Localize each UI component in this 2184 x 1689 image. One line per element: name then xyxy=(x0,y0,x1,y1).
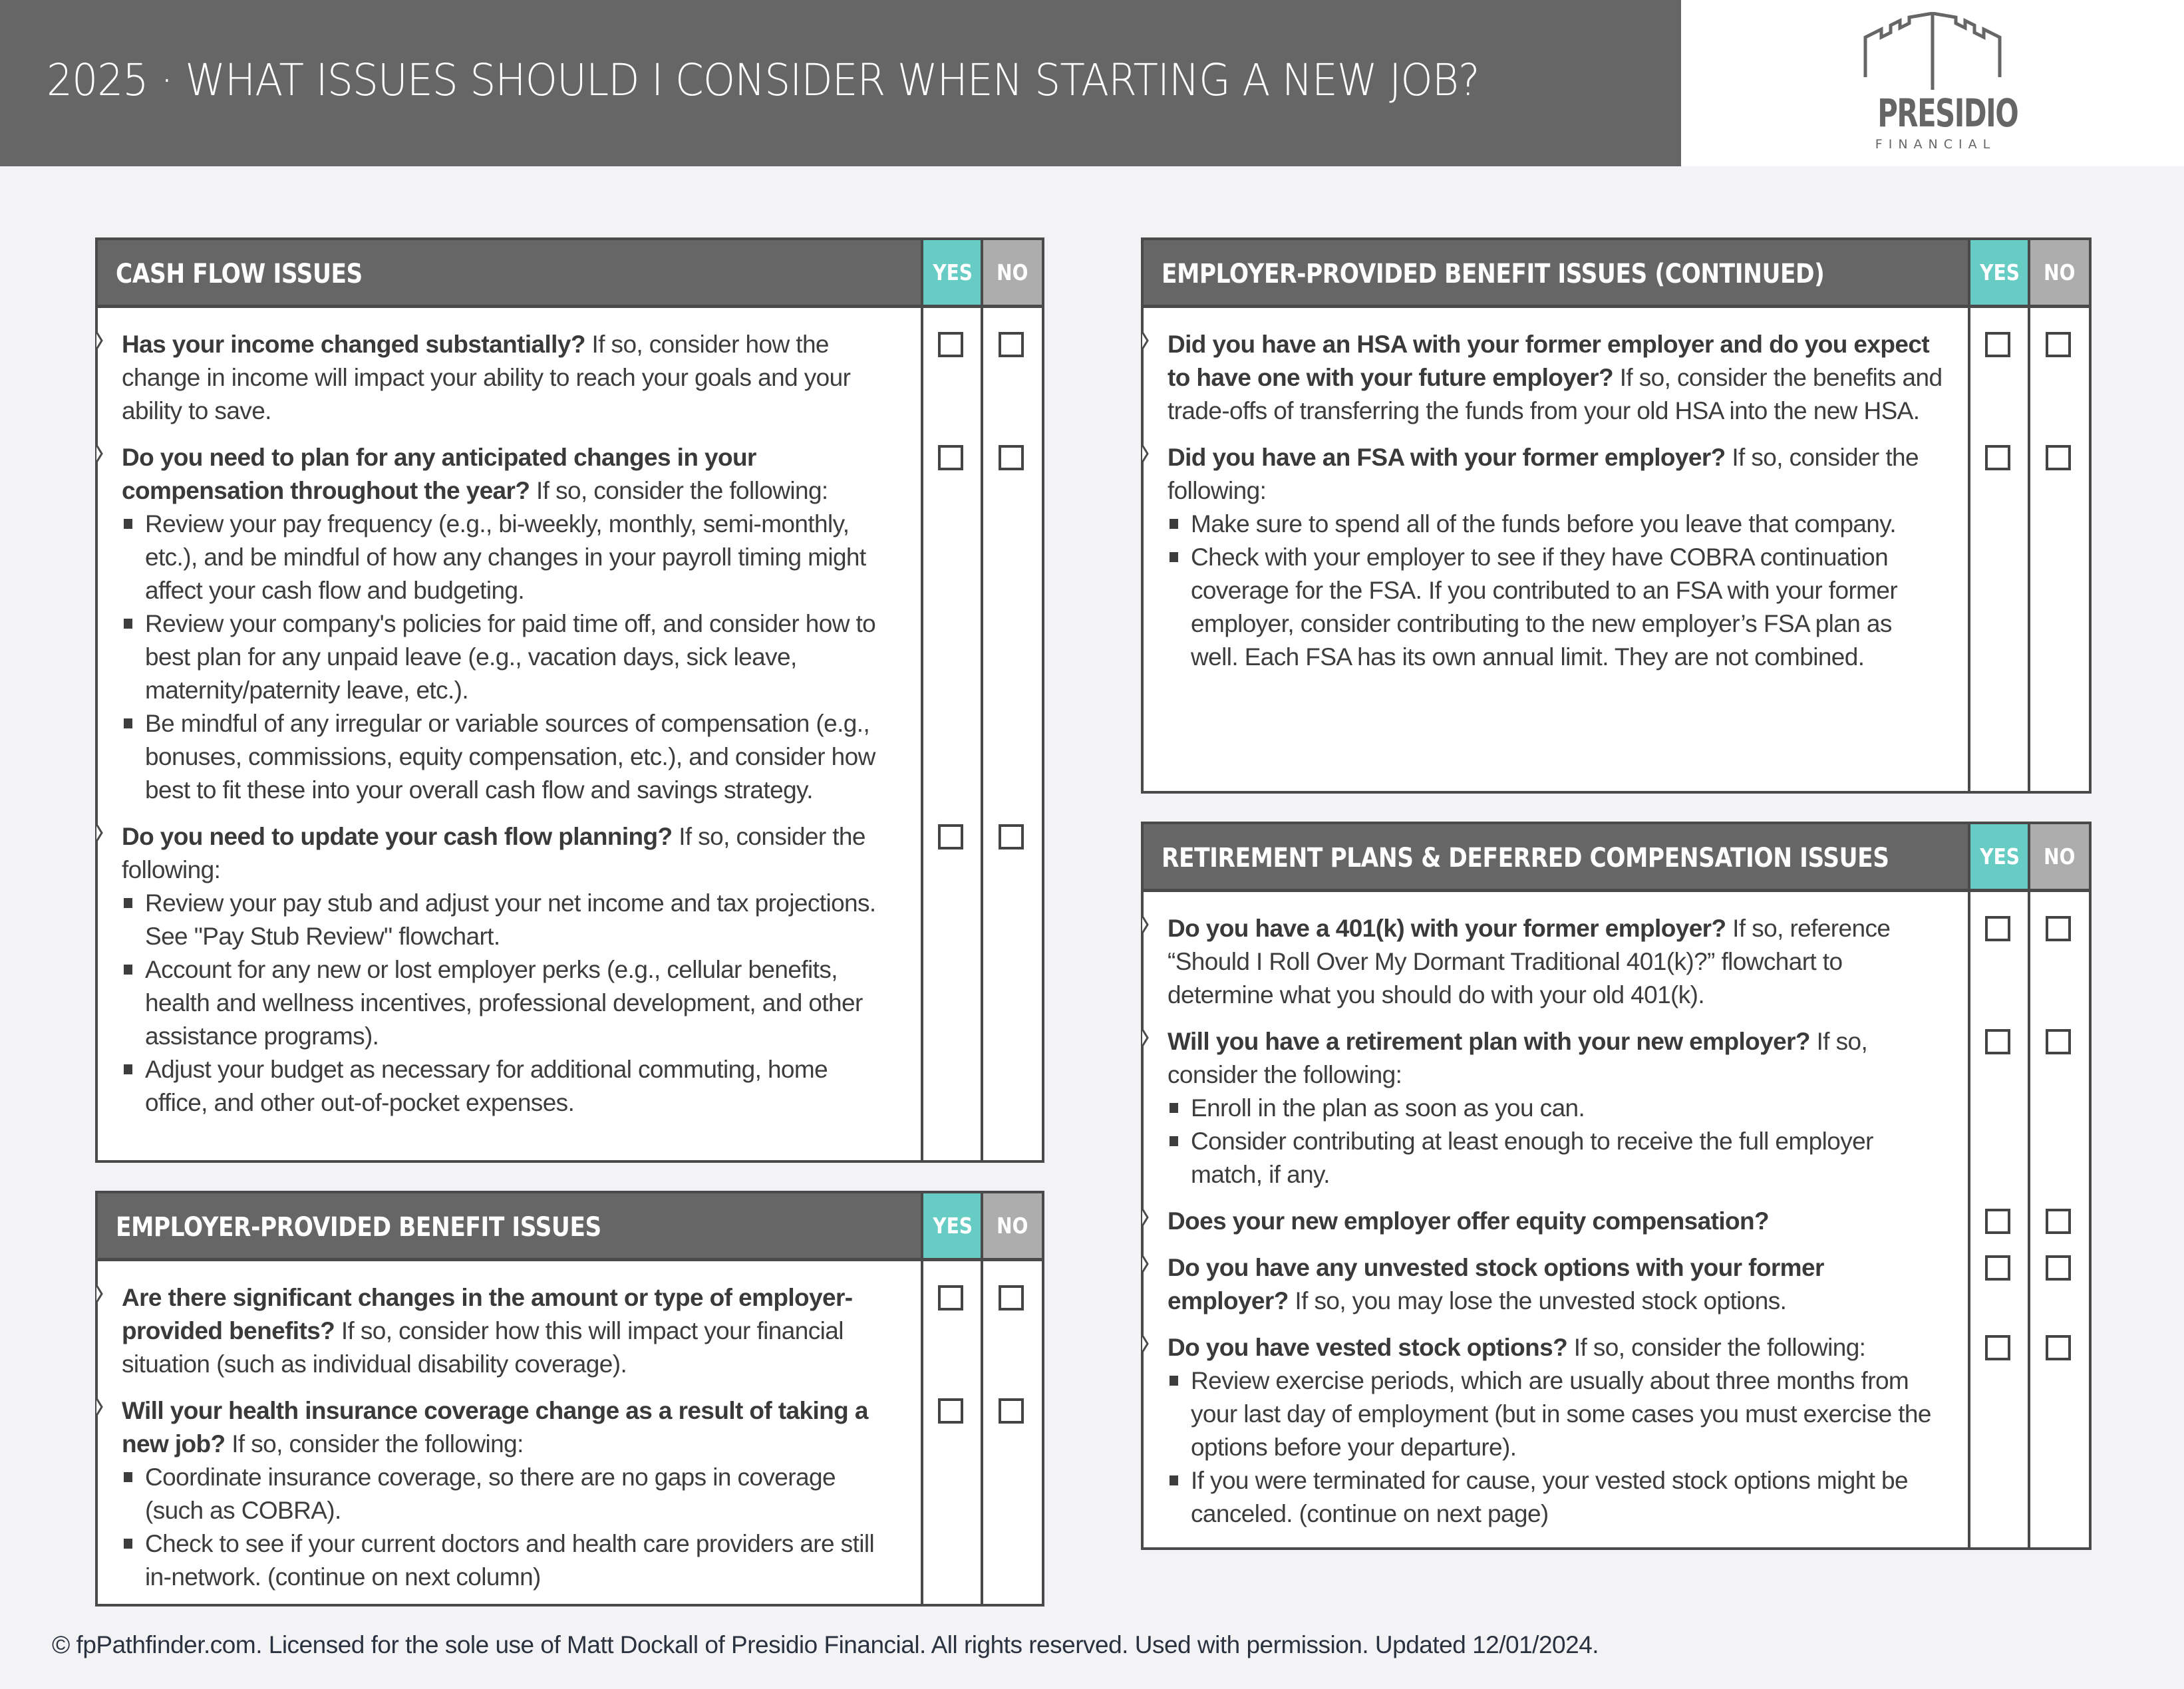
no-header xyxy=(2028,824,2089,889)
question-marker-icon xyxy=(1140,1255,1149,1273)
yes-checkbox[interactable] xyxy=(938,824,963,849)
section-cash-flow xyxy=(95,237,1044,1163)
question-title: Do you have a 401(k) with your former employer? xyxy=(1168,915,1726,942)
question-marker-icon xyxy=(1140,1029,1149,1046)
yes-checkbox[interactable] xyxy=(1985,1029,2010,1054)
question-item xyxy=(98,328,1042,428)
yes-checkbox[interactable] xyxy=(1985,332,2010,357)
bullet-item: Make sure to spend all of the funds before you leave that company. xyxy=(1168,508,1943,541)
no-checkbox[interactable] xyxy=(999,824,1024,849)
question-item xyxy=(98,1394,1042,1594)
yes-label: YES xyxy=(933,1213,973,1239)
question-item xyxy=(1144,328,2089,428)
question-title: Did you have an FSA with your former employer? xyxy=(1168,444,1726,471)
yes-header xyxy=(1968,824,2029,889)
bullet-item: Consider contributing at least enough to receive the full employer match, if any. xyxy=(1168,1125,1943,1191)
yes-checkbox[interactable] xyxy=(938,332,963,357)
no-checkbox[interactable] xyxy=(2046,1335,2071,1360)
question-title: Will you have a retirement plan with your new employer? xyxy=(1168,1028,1810,1055)
question-title: Do you need to plan for any anticipated changes in your compensation throughout the year? xyxy=(122,444,756,504)
question-marker-icon xyxy=(94,824,103,842)
question-detail: If so, consider the following: xyxy=(1168,444,1919,504)
question-title: Does your new employer offer equity compensation? xyxy=(1168,1207,1770,1235)
yes-header xyxy=(921,1193,982,1258)
yes-checkbox[interactable] xyxy=(1985,916,2010,941)
question-title: Do you have any unvested stock options with your former employer? xyxy=(1168,1254,1824,1314)
question-detail: If so, you may lose the unvested stock options. xyxy=(1288,1287,1787,1314)
section-heading: EMPLOYER-PROVIDED BENEFIT ISSUES xyxy=(116,1212,601,1243)
yes-label: YES xyxy=(933,259,973,285)
question-detail: If so, consider the following: xyxy=(1567,1334,1866,1361)
yes-checkbox[interactable] xyxy=(938,1398,963,1424)
bullet-item: Check to see if your current doctors and health care providers are still in-network. (continue on next column) xyxy=(122,1527,895,1594)
question-detail: If so, consider how this will impact your financial situation (such as individual disability coverage). xyxy=(122,1317,844,1378)
bullet-item: If you were terminated for cause, your vested stock options might be canceled. (continue on next page) xyxy=(1168,1464,1943,1531)
question-text xyxy=(98,820,895,1120)
question-item xyxy=(98,820,1042,1120)
question-marker-icon xyxy=(94,1398,103,1416)
section-header xyxy=(98,240,1042,308)
no-checkbox[interactable] xyxy=(2046,445,2071,470)
no-checkbox[interactable] xyxy=(2046,332,2071,357)
logo-wordmark: PRESIDIO xyxy=(1877,90,2018,136)
copyright-footer: © fpPathfinder.com. Licensed for the sole use of Matt Dockall of Presidio Financial. All rights reserved. Used with permission. Updated 12/01/2024. xyxy=(52,1631,1599,1658)
bullet-item: Review your pay stub and adjust your net income and tax projections. See "Pay Stub Review" flowchart. xyxy=(122,887,895,953)
no-label: NO xyxy=(2044,259,2076,285)
question-title: Do you have vested stock options? xyxy=(1168,1334,1568,1361)
question-detail: If so, consider the following: xyxy=(122,823,865,883)
yes-checkbox[interactable] xyxy=(938,1285,963,1310)
question-item xyxy=(1144,1025,2089,1191)
question-text xyxy=(1144,912,1943,1012)
question-text xyxy=(1144,1025,1943,1191)
section-body xyxy=(1144,308,2089,674)
yes-label: YES xyxy=(1980,844,2020,869)
section-heading: RETIREMENT PLANS & DEFERRED COMPENSATION ISSUES xyxy=(1162,843,1889,873)
section-employer-benefits xyxy=(95,1191,1044,1607)
question-text xyxy=(98,1394,895,1594)
question-text xyxy=(1144,441,1943,674)
question-item xyxy=(1144,912,2089,1012)
section-retirement-plans xyxy=(1141,822,2092,1550)
bullet-item: Review your company's policies for paid time off, and consider how to best plan for any unpaid leave (e.g., vacation days, sick leave, maternity/paternity leave, etc.). xyxy=(122,607,895,707)
question-text xyxy=(1144,1331,1943,1531)
question-detail: If so, consider the benefits and trade-offs of transferring the funds from your old HSA into the new HSA. xyxy=(1168,364,1943,424)
no-label: NO xyxy=(997,259,1028,285)
no-checkbox[interactable] xyxy=(2046,1209,2071,1234)
no-label: NO xyxy=(997,1213,1028,1239)
section-heading: EMPLOYER-PROVIDED BENEFIT ISSUES (CONTINUED) xyxy=(1162,259,1825,289)
question-item xyxy=(1144,441,2089,674)
yes-label: YES xyxy=(1980,259,2020,285)
question-detail: If so, consider how the change in income will impact your ability to reach your goals and your ability to save. xyxy=(122,331,851,424)
question-text xyxy=(98,328,895,428)
question-item xyxy=(98,1281,1042,1381)
section-employer-benefits-continued xyxy=(1141,237,2092,794)
no-checkbox[interactable] xyxy=(2046,1255,2071,1281)
no-checkbox[interactable] xyxy=(2046,916,2071,941)
bullet-item: Adjust your budget as necessary for additional commuting, home office, and other out-of-pocket expenses. xyxy=(122,1053,895,1120)
question-marker-icon xyxy=(1140,1209,1149,1226)
section-header xyxy=(98,1193,1042,1261)
section-body xyxy=(98,308,1042,1120)
bullet-item: Check with your employer to see if they have COBRA continuation coverage for the FSA. If you contributed to an FSA with your former employer, consider contributing to the new employer’s FSA plan as well. Each FSA has its own annual limit. They are not combined. xyxy=(1168,541,1943,674)
section-header xyxy=(1144,824,2089,892)
yes-checkbox[interactable] xyxy=(1985,1209,2010,1234)
presidio-logo xyxy=(1856,12,2018,155)
logo-subtitle: FINANCIAL xyxy=(1875,137,1996,152)
no-header xyxy=(981,240,1042,305)
question-detail: If so, consider the following: xyxy=(530,477,828,504)
no-checkbox[interactable] xyxy=(999,445,1024,470)
question-marker-icon xyxy=(94,445,103,462)
yes-checkbox[interactable] xyxy=(1985,445,2010,470)
question-detail: If so, consider the following: xyxy=(1168,1028,1868,1088)
yes-checkbox[interactable] xyxy=(1985,1335,2010,1360)
question-item xyxy=(1144,1251,2089,1318)
question-title: Will your health insurance coverage change as a result of taking a new job? xyxy=(122,1397,868,1458)
bullet-item: Account for any new or lost employer perks (e.g., cellular benefits, health and wellness incentives, professional development, and other assistance programs). xyxy=(122,953,895,1053)
section-heading: CASH FLOW ISSUES xyxy=(116,259,363,289)
question-marker-icon xyxy=(1140,916,1149,933)
yes-header xyxy=(1968,240,2029,305)
question-text xyxy=(98,441,895,807)
question-text xyxy=(1144,328,1943,428)
question-marker-icon xyxy=(94,332,103,349)
question-detail: If so, reference “Should I Roll Over My Dormant Traditional 401(k)?” flowchart to determine what you should do with your old 401(k). xyxy=(1168,915,1891,1008)
question-title: Are there significant changes in the amount or type of employer-provided benefits? xyxy=(122,1284,853,1344)
no-header xyxy=(2028,240,2089,305)
bullet-item: Review exercise periods, which are usually about three months from your last day of employment (but in some cases you must exercise the options before your departure). xyxy=(1168,1364,1943,1464)
question-text xyxy=(1144,1205,1943,1238)
question-marker-icon xyxy=(1140,1335,1149,1352)
bullet-item: Be mindful of any irregular or variable sources of compensation (e.g., bonuses, commissions, equity compensation, etc.), and consider how best to fit these into your overall cash flow and savings strategy. xyxy=(122,707,895,807)
question-item xyxy=(1144,1205,2089,1238)
question-text xyxy=(1144,1251,1943,1318)
castle-icon xyxy=(1856,12,2009,92)
no-header xyxy=(981,1193,1042,1258)
bullet-item: Review your pay frequency (e.g., bi-weekly, monthly, semi-monthly, etc.), and be mindful of how any changes in your payroll timing might affect your cash flow and budgeting. xyxy=(122,508,895,607)
no-checkbox[interactable] xyxy=(999,1285,1024,1310)
question-item xyxy=(98,441,1042,807)
page-title: 2025 · WHAT ISSUES SHOULD I CONSIDER WHEN STARTING A NEW JOB? xyxy=(47,55,1480,106)
section-body xyxy=(98,1261,1042,1594)
no-checkbox[interactable] xyxy=(999,1398,1024,1424)
question-title: Did you have an HSA with your former employer and do you expect to have one with your future employer? xyxy=(1168,331,1930,391)
yes-checkbox[interactable] xyxy=(938,445,963,470)
question-item xyxy=(1144,1331,2089,1531)
no-label: NO xyxy=(2044,844,2076,869)
no-checkbox[interactable] xyxy=(999,332,1024,357)
question-marker-icon xyxy=(1140,332,1149,349)
section-header xyxy=(1144,240,2089,308)
question-title: Has your income changed substantially? xyxy=(122,331,585,358)
bullet-item: Enroll in the plan as soon as you can. xyxy=(1168,1092,1943,1125)
yes-header xyxy=(921,240,982,305)
question-title: Do you need to update your cash flow planning? xyxy=(122,823,673,850)
no-checkbox[interactable] xyxy=(2046,1029,2071,1054)
bullet-item: Coordinate insurance coverage, so there are no gaps in coverage (such as COBRA). xyxy=(122,1461,895,1527)
question-marker-icon xyxy=(1140,445,1149,462)
question-marker-icon xyxy=(94,1285,103,1303)
question-text xyxy=(98,1281,895,1381)
yes-checkbox[interactable] xyxy=(1985,1255,2010,1281)
question-detail: If so, consider the following: xyxy=(225,1430,524,1458)
section-body xyxy=(1144,892,2089,1531)
